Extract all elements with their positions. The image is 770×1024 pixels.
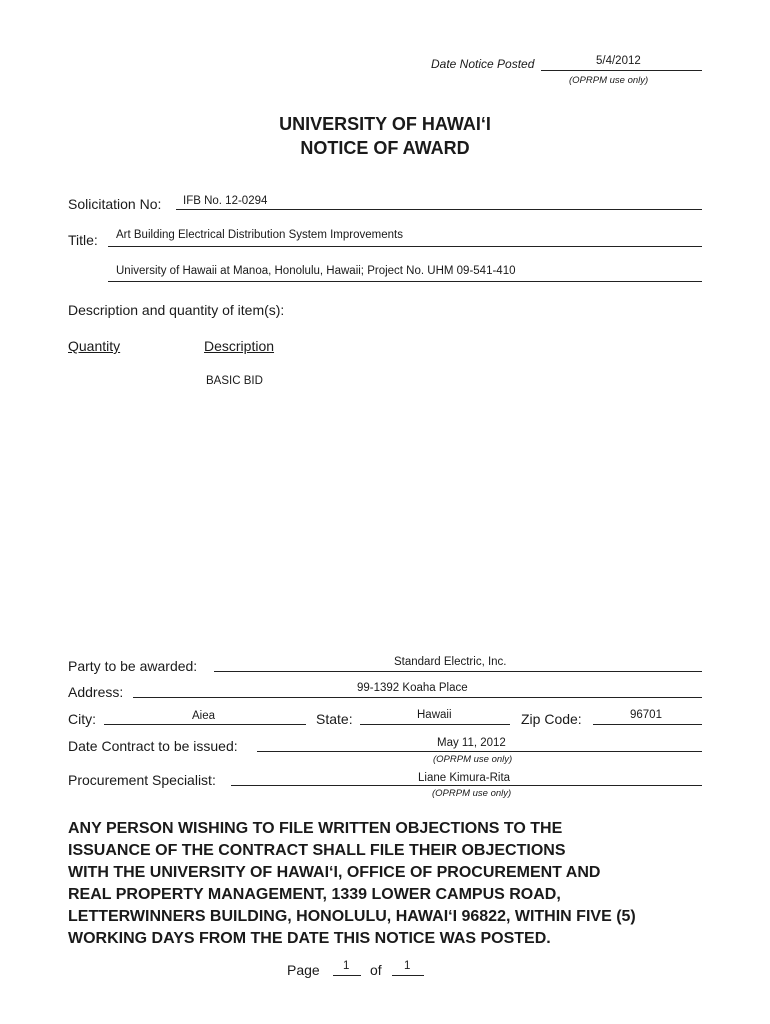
contract-date-value[interactable]: May 11, 2012 [437, 737, 506, 749]
date-posted-oprpm-note: (OPRPM use only) [569, 75, 649, 86]
title-label: Title: [68, 232, 98, 248]
city-label: City: [68, 711, 96, 727]
city-underline [104, 724, 306, 725]
date-posted-value[interactable]: 5/4/2012 [596, 55, 641, 67]
of-label: of [370, 962, 382, 978]
page-total: 1 [404, 960, 411, 972]
party-value[interactable]: Standard Electric, Inc. [394, 656, 507, 668]
quantity-column-header: Quantity [68, 338, 121, 354]
title-value-line2[interactable]: University of Hawaii at Manoa, Honolulu, Hawaii; Project No. UHM 09-541-410 [116, 265, 516, 277]
date-posted-underline [541, 70, 702, 71]
party-underline [214, 671, 702, 672]
state-underline [360, 724, 510, 725]
date-posted-label: Date Notice Posted [431, 57, 535, 71]
objection-notice-line: ANY PERSON WISHING TO FILE WRITTEN OBJECTIONS TO THE [68, 820, 563, 837]
contract-date-oprpm-note: (OPRPM use only) [433, 754, 513, 765]
university-title: UNIVERSITY OF HAWAI‘I [279, 114, 491, 134]
objection-notice-line: WORKING DAYS FROM THE DATE THIS NOTICE WAS POSTED. [68, 930, 551, 947]
page-label: Page [287, 962, 320, 978]
title-underline-2 [108, 281, 702, 282]
solicitation-label: Solicitation No: [68, 196, 162, 212]
notice-title: NOTICE OF AWARD [300, 138, 470, 158]
specialist-label: Procurement Specialist: [68, 772, 216, 788]
items-heading: Description and quantity of item(s): [68, 302, 285, 318]
zip-label: Zip Code: [521, 711, 582, 727]
description-column-header: Description [204, 338, 275, 354]
title-underline-1 [108, 246, 702, 247]
specialist-underline [231, 785, 702, 786]
city-value[interactable]: Aiea [192, 710, 216, 722]
objection-notice-line: REAL PROPERTY MANAGEMENT, 1339 LOWER CAMPUS ROAD, [68, 886, 561, 903]
address-label: Address: [68, 684, 124, 700]
state-label: State: [316, 711, 353, 727]
title-value-line1[interactable]: Art Building Electrical Distribution System Improvements [116, 229, 403, 241]
objection-notice [68, 818, 636, 950]
page-number: 1 [343, 960, 350, 972]
page-total-underline [392, 975, 424, 976]
solicitation-value[interactable]: IFB No. 12-0294 [183, 195, 268, 207]
address-underline [133, 697, 702, 698]
item-description[interactable]: BASIC BID [206, 375, 263, 387]
contract-date-label: Date Contract to be issued: [68, 738, 238, 754]
specialist-oprpm-note: (OPRPM use only) [432, 788, 512, 799]
party-label: Party to be awarded: [68, 658, 198, 674]
solicitation-underline [176, 209, 702, 210]
address-value[interactable]: 99-1392 Koaha Place [357, 682, 468, 694]
zip-underline [593, 724, 702, 725]
page-number-underline [333, 975, 361, 976]
objection-notice-line: LETTERWINNERS BUILDING, HONOLULU, HAWAI‘I 96822, WITHIN FIVE (5) [68, 908, 636, 925]
zip-value[interactable]: 96701 [630, 709, 662, 721]
state-value[interactable]: Hawaii [417, 709, 452, 721]
contract-date-underline [257, 751, 702, 752]
objection-notice-line: WITH THE UNIVERSITY OF HAWAI‘I, OFFICE OF PROCUREMENT AND [68, 864, 601, 881]
objection-notice-line: ISSUANCE OF THE CONTRACT SHALL FILE THEIR OBJECTIONS [68, 842, 566, 859]
specialist-value[interactable]: Liane Kimura-Rita [418, 772, 511, 784]
